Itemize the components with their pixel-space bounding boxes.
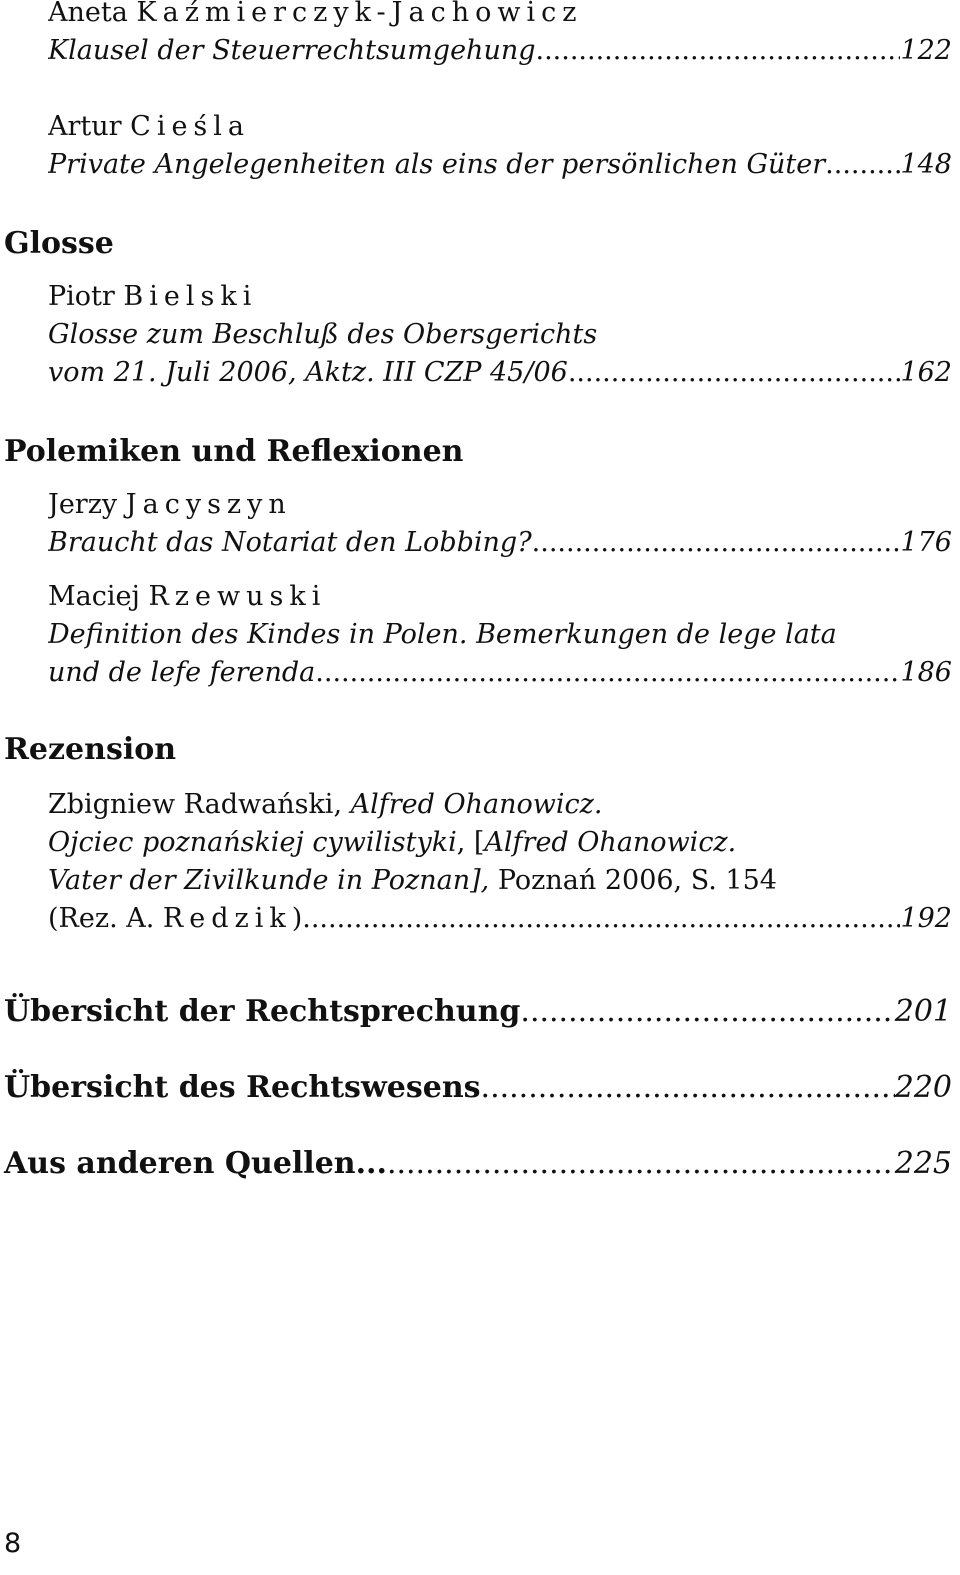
author-last-name: Jacyszyn xyxy=(125,489,292,520)
author-last-name: Rzewuski xyxy=(148,581,327,612)
author-last-name: Bielski xyxy=(123,281,258,312)
dot-leader xyxy=(387,1142,895,1186)
reviewer-name: Redzik xyxy=(162,903,292,934)
entry-title: und de lefe ferenda xyxy=(48,657,316,688)
title-line xyxy=(48,654,952,692)
dot-leader xyxy=(568,354,901,392)
section-title: Aus anderen Quellen... xyxy=(4,1146,387,1181)
author-first-name: Maciej xyxy=(48,581,140,612)
dot-leader xyxy=(315,654,900,692)
page-ref: 192 xyxy=(900,903,952,934)
toc-section-rechtswesens xyxy=(4,1066,952,1110)
title-line xyxy=(48,524,952,562)
page-ref: 122 xyxy=(900,35,952,66)
entry-title: Private Angelegenheiten als eins der persönlichen Güter xyxy=(48,149,826,180)
page-ref: 220 xyxy=(894,1070,952,1105)
entry-title: Braucht das Notariat den Lobbing? xyxy=(48,527,532,558)
author-last-name: Kaźmierczyk-Jachowicz xyxy=(136,0,583,28)
page-ref: 148 xyxy=(900,149,952,180)
page-ref: 225 xyxy=(894,1146,952,1181)
toc-entry xyxy=(48,108,952,184)
toc-entry xyxy=(48,278,952,392)
review-book-title: Alfred Ohanowicz. xyxy=(484,827,737,858)
review-line xyxy=(48,862,952,900)
reviewer-suffix: ) xyxy=(291,903,303,934)
title-line: Glosse zum Beschluß des Obersgerichts xyxy=(48,319,598,350)
author-line xyxy=(48,486,952,524)
author-line xyxy=(48,108,952,146)
author-last-name: Cieśla xyxy=(130,111,251,142)
section-heading-rezension: Rezension xyxy=(4,732,177,767)
review-book-title: Ojciec poznańskiej cywilistyki xyxy=(48,827,457,858)
dot-leader xyxy=(825,146,900,184)
section-heading-polemiken: Polemiken und Reflexionen xyxy=(4,434,464,469)
title-line: Definition des Kindes in Polen. Bemerkungen de lege lata xyxy=(48,619,837,650)
author-line xyxy=(48,578,952,616)
page-ref: 162 xyxy=(900,357,952,388)
author-line xyxy=(48,0,952,32)
entry-title: Klausel der Steuerrechtsumgehung xyxy=(48,35,536,66)
page-ref: 186 xyxy=(900,657,952,688)
reviewer-prefix: (Rez. A. xyxy=(48,903,163,934)
review-publication: Poznań 2006, S. 154 xyxy=(489,865,777,896)
page-ref: 176 xyxy=(900,527,952,558)
dot-leader xyxy=(302,900,900,938)
toc-section-rechtsprechung xyxy=(4,990,952,1034)
page-ref: 201 xyxy=(894,994,952,1029)
dot-leader xyxy=(481,1066,895,1110)
toc-entry xyxy=(48,578,952,692)
reviewer xyxy=(48,900,302,938)
dot-leader xyxy=(520,990,894,1034)
review-book-title: Alfred Ohanowicz. xyxy=(350,789,603,820)
review-line xyxy=(48,824,952,862)
author-first-name: Jerzy xyxy=(48,489,118,520)
section-title: Übersicht des Rechtswesens xyxy=(4,1070,481,1105)
toc-entry xyxy=(48,786,952,938)
toc-section-quellen xyxy=(4,1142,952,1186)
review-book-title: Vater der Zivilkunde in Poznan], xyxy=(48,865,490,896)
entry-title: vom 21. Juli 2006, Aktz. III CZP 45/06 xyxy=(48,357,568,388)
author-first-name: Artur xyxy=(48,111,122,142)
author-first-name: Aneta xyxy=(48,0,128,28)
title-line xyxy=(48,146,952,184)
dot-leader xyxy=(536,32,901,70)
review-author: Zbigniew Radwański, xyxy=(48,789,351,820)
author-line xyxy=(48,278,952,316)
review-separator: , [ xyxy=(456,827,485,858)
section-title: Übersicht der Rechtsprechung xyxy=(4,994,521,1029)
dot-leader xyxy=(532,524,901,562)
title-line xyxy=(48,354,952,392)
toc-entry xyxy=(48,0,952,70)
section-heading-glosse: Glosse xyxy=(4,226,114,261)
review-line xyxy=(48,900,952,938)
toc-entry xyxy=(48,486,952,562)
author-first-name: Piotr xyxy=(48,281,115,312)
review-line xyxy=(48,786,952,824)
page-number: 8 xyxy=(4,1528,22,1559)
title-line xyxy=(48,32,952,70)
